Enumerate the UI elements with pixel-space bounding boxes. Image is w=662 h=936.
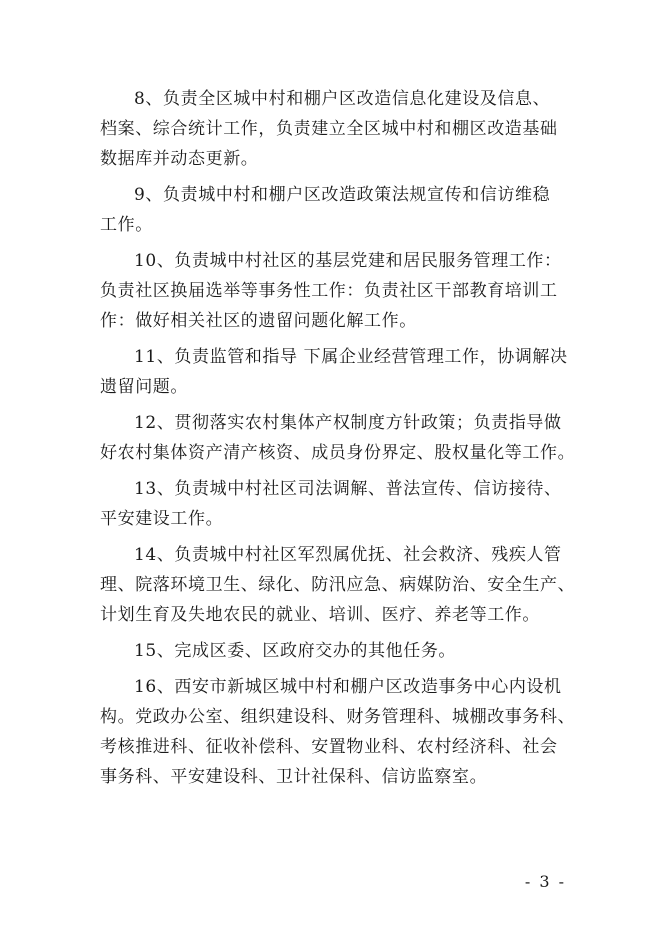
text-line: 平安建设工作。 (100, 509, 224, 529)
text-line: 14、负责城中村社区军烈属优抚、社会救济、残疾人管 (134, 545, 562, 565)
text-line: 13、负责城中村社区司法调解、普法宣传、信访接待、 (134, 479, 562, 499)
text-line: 好农村集体资产清产核资、成员身份界定、股权量化等工作。 (100, 443, 576, 463)
paragraph-item-11 (100, 342, 570, 402)
text-line: 计划生育及失地农民的就业、培训、医疗、养老等工作。 (100, 605, 540, 625)
text-line: 数据库并动态更新。 (100, 149, 259, 169)
text-line: 作：做好相关社区的遗留问题化解工作。 (100, 311, 417, 331)
text-line: 构。党政办公室、组织建设科、财务管理科、城棚改事务科、 (100, 707, 576, 727)
page-number: - 3 - (524, 872, 566, 891)
paragraph-item-15 (100, 636, 570, 666)
paragraph-item-8 (100, 84, 570, 174)
document-body (100, 84, 576, 792)
text-line: 理、院落环境卫生、绿化、防汛应急、病媒防治、安全生产、 (100, 575, 576, 595)
paragraph-item-10 (100, 246, 570, 336)
text-line: 12、贯彻落实农村集体产权制度方针政策；负责指导做 (134, 413, 562, 433)
text-line: 档案、综合统计工作，负责建立全区城中村和棚区改造基础 (100, 119, 558, 139)
paragraph-item-14 (100, 540, 576, 630)
text-line: 事务科、平安建设科、卫计社保科、信访监察室。 (100, 767, 488, 787)
paragraph-item-9 (100, 180, 570, 240)
text-line: 16、西安市新城区城中村和棚户区改造事务中心内设机 (134, 677, 562, 697)
text-line: 考核推进科、征收补偿科、安置物业科、农村经济科、社会 (100, 737, 558, 757)
text-line: 15、完成区委、区政府交办的其他任务。 (134, 641, 457, 661)
text-line: 负责社区换届选举等事务性工作：负责社区干部教育培训工 (100, 281, 558, 301)
paragraph-item-12 (100, 408, 576, 468)
text-line: 11、负责监管和指导 下属企业经营管理工作，协调解决 (134, 347, 568, 367)
paragraph-item-16 (100, 672, 576, 792)
paragraph-item-13 (100, 474, 570, 534)
text-line: 9、负责城中村和棚户区改造政策法规宣传和信访维稳 (134, 185, 551, 205)
text-line: 遗留问题。 (100, 377, 188, 397)
text-line: 8、负责全区城中村和棚户区改造信息化建设及信息、 (134, 89, 551, 109)
text-line: 10、负责城中村社区的基层党建和居民服务管理工作： (134, 251, 562, 271)
text-line: 工作。 (100, 215, 153, 235)
